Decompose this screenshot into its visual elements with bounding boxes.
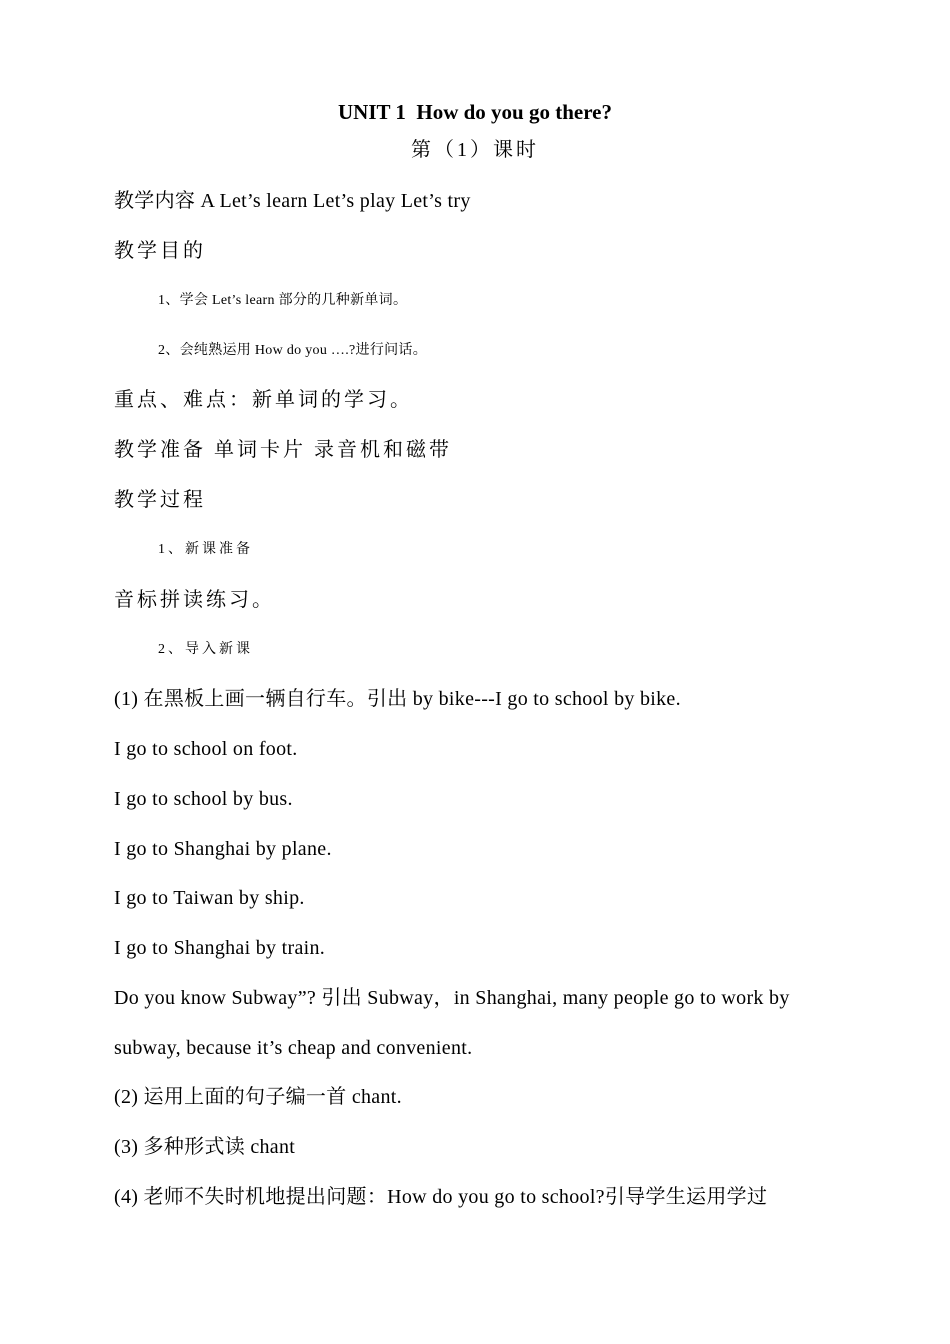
process-step-2: 2、导入新课 (158, 642, 253, 657)
key-points-line: 重点、难点：新单词的学习。 (114, 389, 413, 411)
body-line-train: I go to Shanghai by train. (114, 937, 326, 959)
process-step-1: 1、新课准备 (158, 542, 253, 557)
body-line-subway-2: subway, because it’s cheap and convenient. (114, 1037, 473, 1059)
phonics-practice-line: 音标拼读练习。 (114, 589, 275, 611)
teaching-goal-heading: 教学目的 (114, 240, 206, 262)
body-line-subway-1: Do you know Subway”? 引出 Subway，in Shanghai, many people go to work by (114, 987, 790, 1009)
goal-item-2: 2、会纯熟运用 How do you ….?进行问话。 (158, 343, 428, 358)
goal-item-1: 1、学会 Let’s learn 部分的几种新单词。 (158, 293, 408, 308)
body-line-question: (4) 老师不失时机地提出问题：How do you go to school?引导学生运用学过 (114, 1186, 768, 1208)
body-line-foot: I go to school on foot. (114, 738, 298, 760)
body-line-plane: I go to Shanghai by plane. (114, 838, 332, 860)
teaching-prep-line: 教学准备 单词卡片 录音机和磁带 (114, 439, 452, 461)
lesson-period: 第（1）课时 (411, 139, 539, 161)
body-line-bus: I go to school by bus. (114, 788, 293, 810)
body-line-chant: (2) 运用上面的句子编一首 chant. (114, 1086, 402, 1108)
teaching-process-heading: 教学过程 (114, 489, 206, 511)
body-line-read-chant: (3) 多种形式读 chant (114, 1136, 296, 1158)
body-line-bike: (1) 在黑板上画一辆自行车。引出 by bike---I go to school by bike. (114, 688, 681, 710)
document-title: UNIT 1 How do you go there? (338, 100, 612, 124)
teaching-content-line: 教学内容 A Let’s learn Let’s play Let’s try (114, 190, 471, 212)
body-line-ship: I go to Taiwan by ship. (114, 887, 305, 909)
